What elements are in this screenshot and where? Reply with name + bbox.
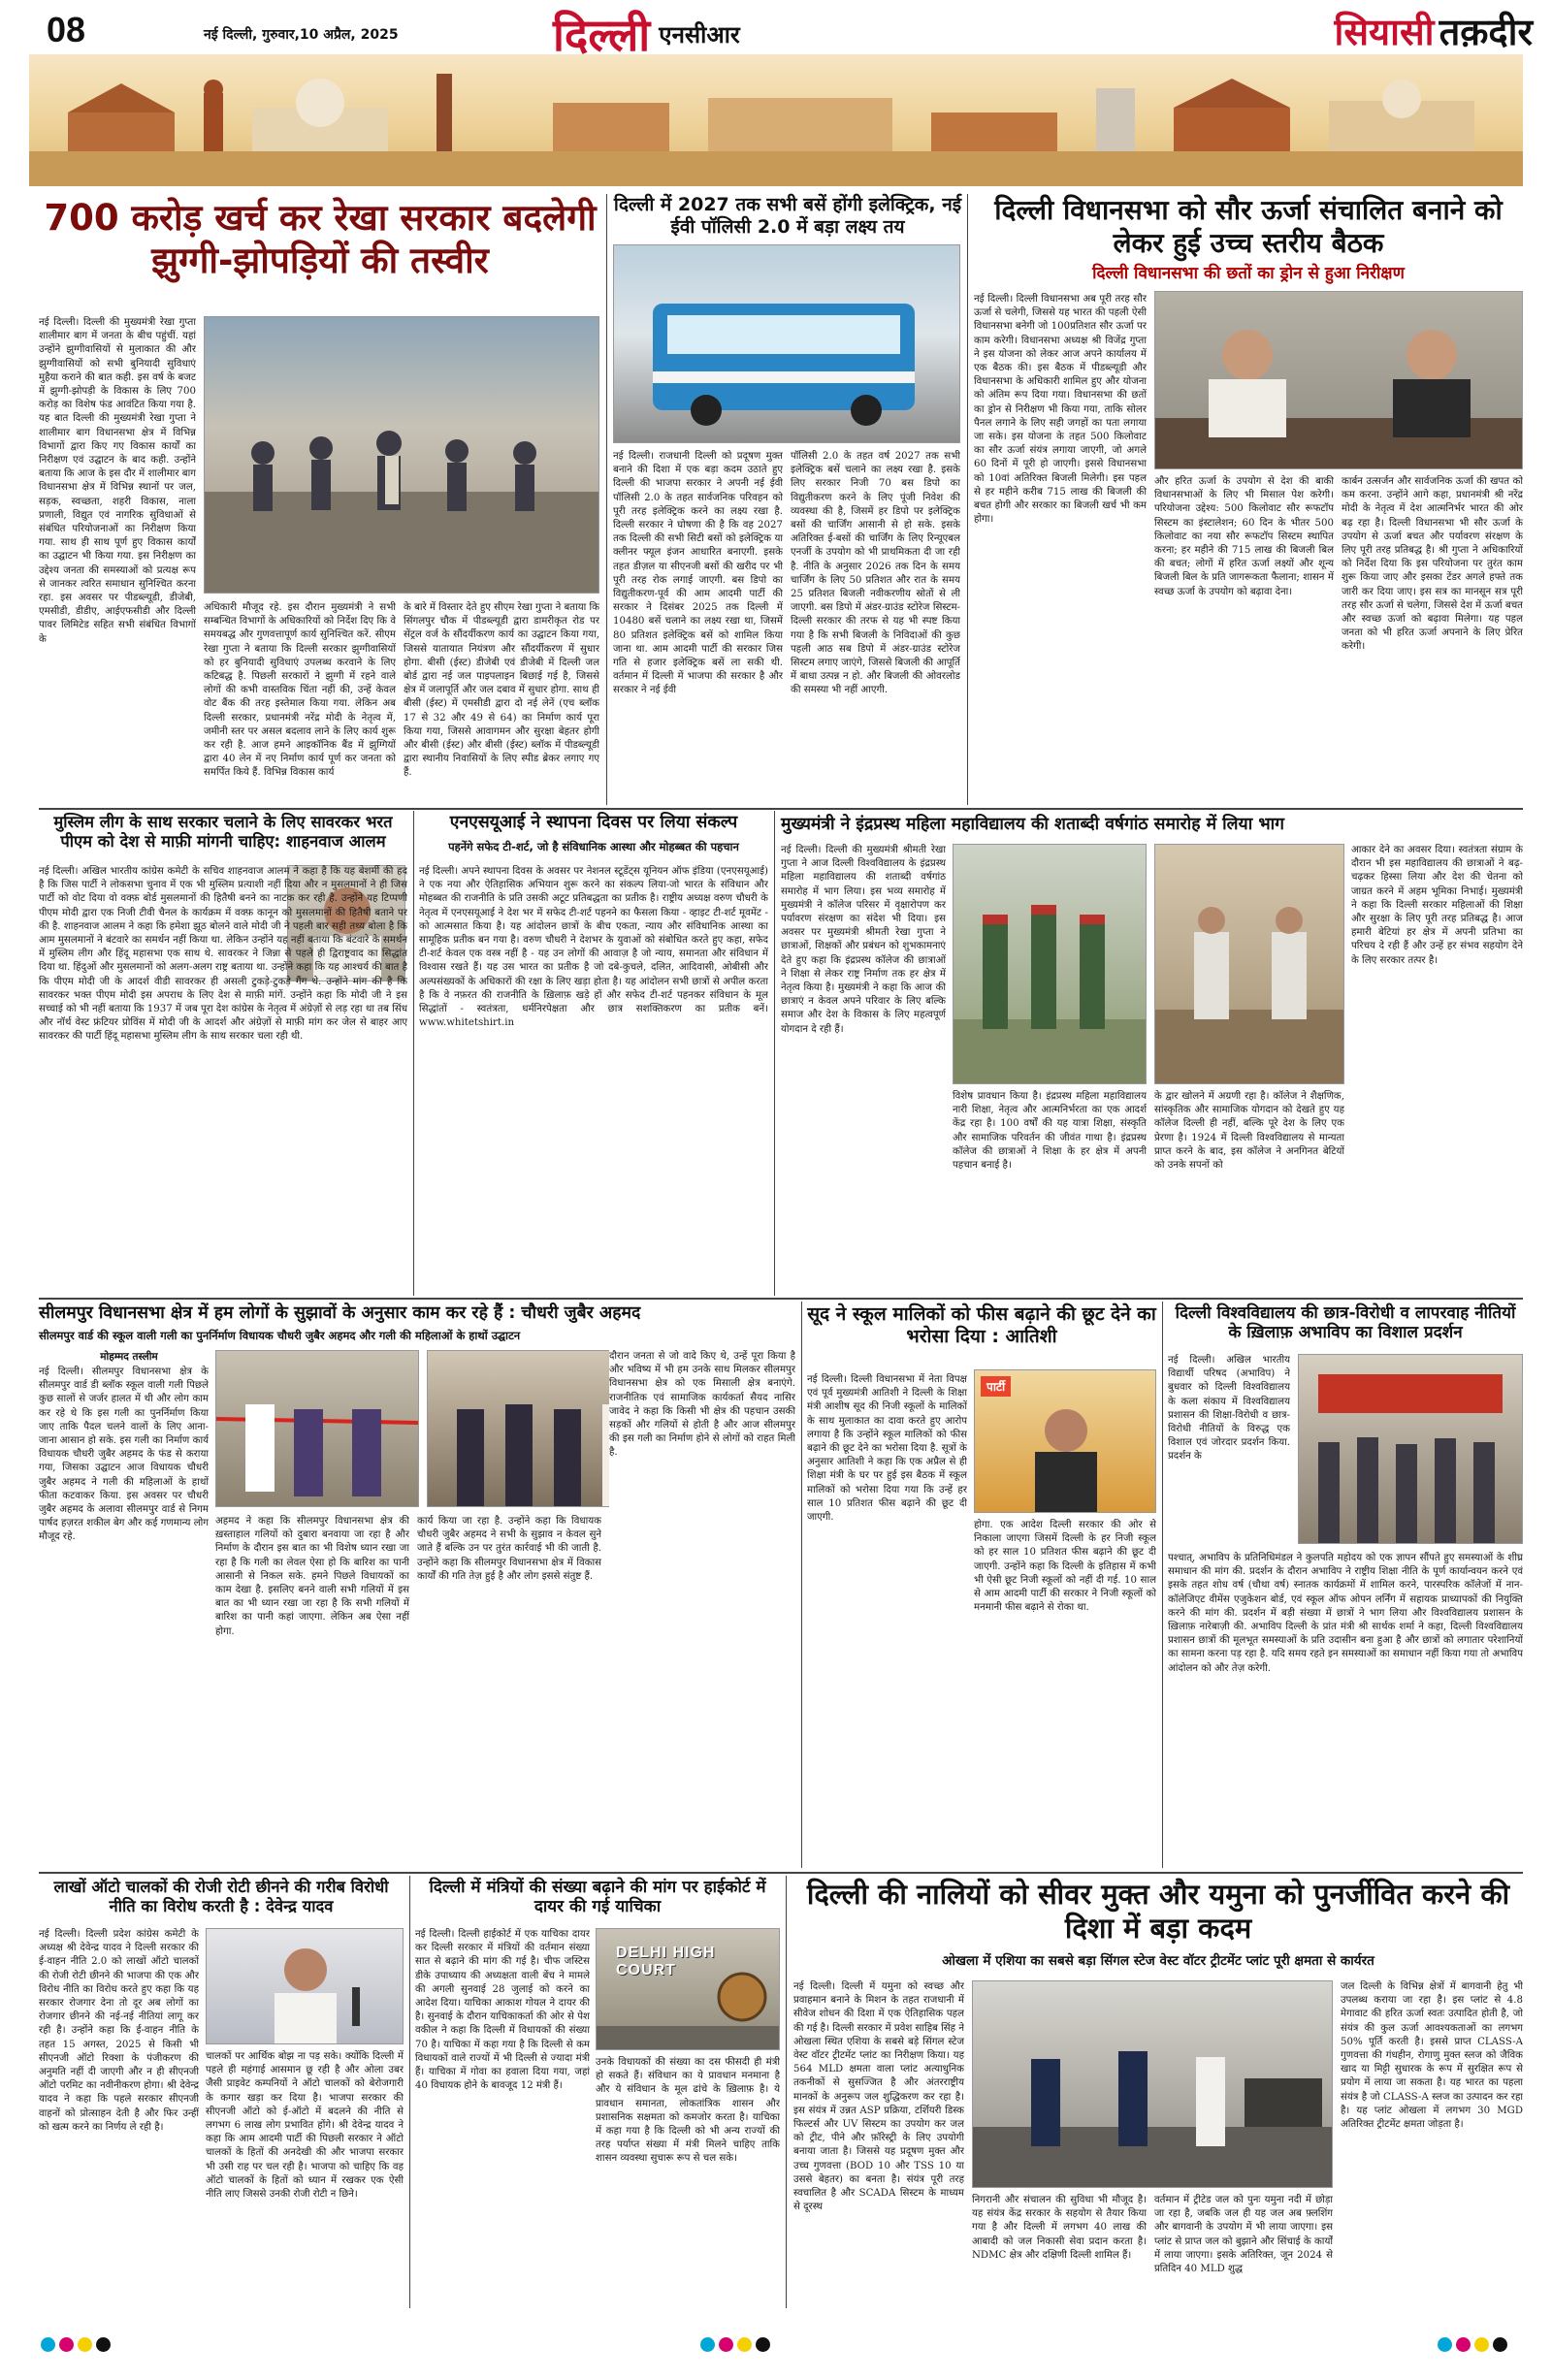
article10-body1: नई दिल्ली। दिल्ली प्रदेश कांग्रेस कमेटी के अध्यक्ष श्री देवेन्द्र यादव ने दिल्ली सरकार की ई-वाहन नीति 2.0 को लाखों ऑटो चालकों की रोजी रोटी छीनने की भाजपा की एक और विरोध नीति का विरोध करते हुए कहा कि यह सरकार रोजगार देना तो दूर अब लोगों का रोजगार छीनने की नई-नई नीतियां लागू कर रही है। उन्होंने कहा कि ई-वाहन नीति के तहत 15 अगस्त, 2025 से किसी भी सीएनजी ऑटो रिक्शा के पंजीकरण की अनुमति नहीं दी जाएगी और न ही सीएनजी ऑटो परमिट का नवीनीकरण होगा। श्री देवेन्द्र यादव ने कहा कि पहले सरकार सीएनजी वाहनों को प्रोत्साहन देती है और फिर उन्हीं को खत्म करने का निर्णय ले रही है। xyxy=(39,1929,199,2133)
divider xyxy=(774,811,775,1296)
article7-byline: मोहम्मद तस्लीम xyxy=(100,1351,158,1363)
article11-body1: नई दिल्ली। दिल्ली हाईकोर्ट में एक याचिका दायर कर दिल्ली सरकार में मंत्रियों की वर्तमान संख्या सात से बढ़ाने की मांग की गई है। चीफ जस्टिस डीके उपाध्याय की अध्यक्षता वाली बेंच ने मामले की अगली सुनवाई 28 जुलाई को करने का आदेश दिया। याचिका आकाश गोयल ने दायर की है। सुनवाई के दौरान याचिकाकर्ता की ओर से पेश वकील ने कहा कि दिल्ली में विधायकों की संख्या 70 है। याचिका में कहा गया है कि दिल्ली से कम विधायकों वाले राज्यों में भी दिल्ली से ज्यादा मंत्री हैं। याचिका में गोवा का हवाला दिया गया, जहां 40 विधायक होने के बावजूद 12 मंत्री हैं। xyxy=(415,1929,590,2092)
article9-body2: पश्चात्, अभाविप के प्रतिनिधिमंडल ने कुलपति महोदय को एक ज्ञापन सौंपते हुए समस्याओं के शीघ्र समाधान की मांग की. प्रदर्शन के दौरान अभाविप ने राष्ट्रीय शिक्षा नीति के पूर्ण कार्यान्वयन करने एवं इसके तहत शोध वर्ष (चौथा वर्ष) स्नातक कार्यक्रमों में शामिल करने, पारस्परिक कॉलेजों में नान-कॉलेजिएट वीमेंस एजुकेशन बोर्ड, एवं स्कूल ऑफ ओपन लर्निंग में सहायक प्राध्यापकों की नियुक्ति करने की मांग की. प्रदर्शन में बड़ी संख्या में छात्रों ने भाग लिया और विश्वविद्यालय प्रशासन के ख़िलाफ़ नारेबाज़ी की. अभाविप दिल्ली के प्रांत मंत्री श्री सार्थक शर्मा ने कहा, दिल्ली विश्वविद्यालय प्रशासन छात्रों की मूलभूत समस्याओं के प्रति उदासीन बना हुआ है और छात्रों को लगातार परेशानियों का सामना करना पड़ रहा है. यदि समय रहते इन समस्याओं का समाधान नहीं किया गया तो अभाविप आंदोलन को और तेज़ करेगी. xyxy=(1168,1553,1523,1674)
article1-headline: 700 करोड़ खर्च कर रेखा सरकार बदलेगी झुग्गी-झोपड़ियों की तस्वीर xyxy=(44,197,597,281)
divider xyxy=(39,808,1523,810)
article11-photo-high-court xyxy=(596,1928,780,2050)
article9-headline: दिल्ली विश्वविद्यालय की छात्र-विरोधी व लापरवाह नीतियों के ख़िलाफ़ अभाविप का विशाल प्रदर्शन xyxy=(1175,1303,1516,1343)
article12-body4: जल दिल्ली के विभिन्न क्षेत्रों में बागवानी हेतु भी उपलब्ध कराया जा रहा है। इस प्लांट से 4.8 मेगावाट की हरित ऊर्जा स्वतः उत्पादित होती है, जो संयंत्र की कुल ऊर्जा आवश्यकताओं का लगभग 50% पूर्ति करती है। इससे प्राप्त CLASS-A गुणवत्ता की गंधहीन, रोगाणु मुक्त स्लज को जैविक खाद या मिट्टी सुधारक के रूप में सुरक्षित रूप से प्रयोग में लाया जा सकता है। यह भारत का पहला संयंत्र है जो CLASS-A स्लज का उत्पादन कर रहा है। यह प्लांट ओखला में लगभग 30 MGD अतिरिक्त ट्रीटमेंट क्षमता जोड़ता है। xyxy=(1341,1981,1523,2131)
article7-body3: कार्य किया जा रहा है. उन्होंने कहा कि विधायक चौधरी जुबैर अहमद ने सभी के सुझाव न केवल सुने जाते हैं बल्कि उन पर तुरंत कार्रवाई भी की जाती है. उन्होंने कहा कि सीलमपुर विधानसभा क्षेत्र में विकास कार्यों की गति तेज़ हुई है और लोग इससे संतुष्ट हैं. xyxy=(417,1516,601,1582)
article12-body3: वर्तमान में ट्रीटेड जल को पुनः यमुना नदी में छोड़ा जा रहा है, जबकि जल ही यह जल अब फ़्लशिंग और बागवानी के उपयोग में भी लाया जाएगा। इस प्लांट से प्राप्त जल को बुझाने और सिंचाई के कार्यों में लाया जाएगा। इसके अतिरिक्त, जून 2024 से प्रतिदिन 40 MLD शुद्ध xyxy=(1154,2195,1333,2275)
article2-photo-electric-bus xyxy=(613,244,960,443)
article12-photo-plant-visit xyxy=(972,1980,1333,2188)
article1-body3: के बारे में विस्तार देते हुए सीएम रेखा गुप्ता ने बताया कि सिंगलपुर चौक में पीडब्ल्यूडी द्वारा डामरीकृत रोड पर सेंट्रल वर्ज के सौंदर्यीकरण कार्य का उद्घाटन किया गया, जिससे यातायात नियंत्रण और सौंदर्यीकरण में सुधार होगा. बीसी (ईस्ट) डीजेबी एवं डीजेबी में दिल्ली जल बोर्ड द्वारा नई जल पाइपलाइन बिछाई गई है, जिससे क्षेत्र में जलापूर्ति और जल दबाव में सुधार होगा. साथ ही बीसी (ईस्ट) में एमसीडी द्वारा दो नई लेनें (एच ब्लॉक 17 से 32 और 49 से 64) का निर्माण कार्य पूरा किया गया, जिससे आवागमन और सुरक्षा बेहतर होगी और बीसी (ईस्ट) और बीसी (ईस्ट) ब्लॉक में पीडब्ल्यूडी द्वारा स्थानीय निवासियों के लिए स्पीड ब्रेकर लगाए गए हैं. xyxy=(404,602,599,779)
divider xyxy=(409,1876,410,2308)
registration-marks-center xyxy=(698,2337,772,2356)
article5-body1: नई दिल्ली। अपने स्थापना दिवस के अवसर पर नेशनल स्टूडेंट्स यूनियन ऑफ इंडिया (एनएसयूआई) ने एक नया और ऐतिहासिक अभियान शुरू करने का संकल्प लिया-जो भारत के संविधान और मोहब्बत की राजनीति के प्रति उसकी अटूट प्रतिबद्धता का प्रतीक है। राष्ट्रीय अध्यक्ष वरुण चौधरी के नेतृत्व में एनएसयूआई ने देश भर में सफेद टी-शर्ट पहनने का फैसला किया - व्हाइट टी-शर्ट मूवमेंट - को आत्मसात किया है। यह आंदोलन छात्रों के बीच एकता, न्याय और संविधानिक आस्था का सामूहिक प्रतीक बन गया है। वरुण चौधरी ने देशभर के युवाओं को संबोधित करते हुए कहा, सफेद टी-शर्ट केवल एक वस्त्र नहीं है - यह उन लोगों की आवाज़ है जो न्याय, समानता और संविधान में विश्वास रखते हैं। यह उस भारत का प्रतीक है जो दबे-कुचले, दलित, आदिवासी, ओबीसी और अल्पसंख्यकों के अधिकारों की रक्षा के लिए खड़ा होता है। यह आंदोलन सभी छात्रों से अपील करता है कि वे नफ़रत की राजनीति के ख़िलाफ़ खड़े हों और सफेद टी-शर्ट पहनकर संविधान के मूल सिद्धांतों - स्वतंत्रता, धर्मनिरपेक्षता और छात्र सशक्तिकरण का प्रतीक बनें। www.whitetshirt.in xyxy=(419,866,768,1029)
article7-headline: सीलमपुर विधानसभा क्षेत्र में हम लोगों के सुझावों के अनुसार काम कर रहे हैं : चौधरी जुबैर अहमद xyxy=(39,1303,641,1323)
article5-subhead: पहनेंगे सफेद टी-शर्ट, जो है संविधानिक आस्था और मोहब्बत की पहचान xyxy=(448,840,739,853)
article12-body1: नई दिल्ली। दिल्ली में यमुना को स्वच्छ और प्रवाहमान बनाने के मिशन के तहत राजधानी में सीवेज शोधन की दिशा में एक ऐतिहासिक पहल की गई है। दिल्ली सरकार में प्रवेश साहिब सिंह ने ओखला स्थित एशिया के सबसे बड़े सिंगल स्टेज वेस्ट वॉटर ट्रीटमेंट प्लांट का निरीक्षण किया। यह 564 MLD क्षमता वाला प्लांट अत्याधुनिक तकनीकों से सुसज्जित है और अंतरराष्ट्रीय मानकों के अनुरूप जल शुद्धिकरण कर रहा है। इस संयंत्र में उन्नत ASP प्रक्रिया, टर्शियरी डिस्क फिल्टर्स और UV सिस्टम का उपयोग कर जल को ट्रीट, पीने और फ़ॉरेस्ट्री के लिए उपयोगी बनाया जाता है। जिससे यह प्रदूषण मुक्त और उच्च गुणवत्ता (BOD 10 और TSS 10 या उससे बेहतर) का बनता है। संयंत्र पूरी तरह स्वचालित है और SCADA सिस्टम के माध्यम से दूरस्थ xyxy=(793,1981,964,2213)
registration-marks-left xyxy=(39,2337,113,2356)
article12-subhead: ओखला में एशिया का सबसे बड़ा सिंगल स्टेज वेस्ट वॉटर ट्रीटमेंट प्लांट पूरी क्षमता से कार्यरत xyxy=(942,1953,1374,1969)
divider xyxy=(967,194,968,805)
article12-headline: दिल्ली की नालियों को सीवर मुक्त और यमुना को पुनर्जीवित करने की दिशा में बड़ा कदम xyxy=(806,1878,1510,1945)
section-title-part2: तक़दीर xyxy=(1439,11,1533,53)
article2-headline: दिल्ली में 2027 तक सभी बसें होंगी इलेक्ट्रिक, नई ईवी पॉलिसी 2.0 में बड़ा लक्ष्य तय xyxy=(613,194,962,238)
article8-body2: होगा. एक आदेश दिल्ली सरकार की ओर से निकाला जाएगा जिसमें दिल्ली के हर निजी स्कूल को हर साल 10 प्रतिशत फीस बढ़ाने की छूट दी जाएगी. उन्होंने कहा कि दिल्ली के इतिहास में कभी भी ऐसी छूट निजी स्कूलों को नहीं दी गई. 10 साल से आम आदमी पार्टी की सरकार ने निजी स्कूलों को मनमानी फीस बढ़ाने से रोका था. xyxy=(974,1520,1156,1614)
brand-main: दिल्ली xyxy=(553,9,651,61)
divider xyxy=(786,1876,787,2308)
article5-headline: एनएसयूआई ने स्थापना दिवस पर लिया संकल्प xyxy=(449,813,738,832)
article6-photo-ceremony xyxy=(1154,844,1344,1084)
masthead xyxy=(0,0,1552,190)
article1-body2: अधिकारी मौजूद रहे. इस दौरान मुख्यमंत्री ने सभी सम्बन्धित विभागों के अधिकारियों को निर्देश दिए कि वे समयबद्ध और गुणवत्तापूर्ण कार्य सुनिश्चित करें. सीएम रेखा गुप्ता ने बताया कि दिल्ली सरकार झुग्गीवासियों को हर बुनियादी सुविधाएं उपलब्ध करवाने के लिए कटिबद्ध है. पिछली सरकारों ने झुग्गी में रहने वाले लोगों की कभी वास्तविक चिंता नहीं की, उन्हें केवल वोट बैंक की तरह इस्तेमाल किया गया. लेकिन अब दिल्ली सरकार, प्रधानमंत्री नरेंद्र मोदी के नेतृत्व में, जमीनी स्तर पर असल बदलाव लाने के लिए कार्य शुरू कर रही है. आज हमने आइकॉनिक बैंड में झुग्गियों द्वारा 40 लेन में नए निर्माण कार्य पूर्ण कर जनता को समर्पित किये हैं. विभिन्न विकास कार्य xyxy=(204,602,396,779)
article7-photo-ribbon-cutting xyxy=(215,1350,419,1507)
article1-body1: नई दिल्ली। दिल्ली की मुख्यमंत्री रेखा गुप्ता शालीमार बाग में जनता के बीच पहुंचीं. यहां उन्होंने झुग्गीवासियों से मुलाकात की और झुग्गीवासियों को सभी बुनियादी सुविधाएं मुहैया कराने की बात कही. इस वर्ष के बजट में झुग्गी-झोपड़ी के विकास के लिए 700 करोड़ का विशेष फंड आवंटित किया गया है. यह बात दिल्ली की मुख्यमंत्री रेखा गुप्ता ने शालीमार बाग विधानसभा क्षेत्र में विभिन्न विभागों द्वारा किए गए विकास कार्यों का निरीक्षण एवं उद्घाटन के बाद कही. उन्होंने बताया कि आज के इस दौर में शालीमार बाग विधानसभा क्षेत्र में विभिन्न स्थानों पर जल, सड़क, स्वच्छता, शहरी विकास, नाला प्रणाली, विद्युत एवं नागरिक सुविधाओं से संबंधित परियोजनाओं का निरीक्षण किया गया. साथ ही साथ पूर्ण हुए विकास कार्यों का उद्घाटन भी किया गया. इस निरीक्षण का उद्देश्य जनता की समस्याओं को प्रत्यक्ष रूप से जानकर त्वरित समाधान सुनिश्चित करना रहा. इस अवसर पर पीडब्ल्यूडी, डीजेबी, एमसीडी, डीडीए, आईएफसीडी और दिल्ली पावर लिमिटेड सहित सभी संबंधित विभागों के xyxy=(39,317,196,645)
court-sign: DELHI HIGH COURT xyxy=(616,1945,716,1978)
article8-body1: नई दिल्ली। दिल्ली विधानसभा में नेता विपक्ष एवं पूर्व मुख्यमंत्री आतिशी ने दिल्ली के शिक्षा मंत्री आशीष सूद की निजी स्कूलों के मालिकों के साथ मुलाकात का दावा करते हुए आरोप लगाया है कि उन्होंने स्कूल मालिकों को फीस बढ़ाने की छूट देने का भरोसा दिया है. सूत्रों के अनुसार आतिशी ने कहा कि एक अप्रैल से ही शिक्षा मंत्री के घर पर हुई इस बैठक में स्कूल मालिकों को भरोसा दिया गया कि उन्हें हर साल 10 प्रतिशत फीस बढ़ाने की छूट दी जाएगी. xyxy=(807,1374,967,1524)
article3-body3: कार्बन उत्सर्जन और सार्वजनिक ऊर्जा की खपत को कम करना. उन्होंने आगे कहा, प्रधानमंत्री श्री नरेंद्र मोदी के नेतृत्व में देश आत्मनिर्भर भारत की ओर बढ़ रहा है। दिल्ली विधानसभा भी सौर ऊर्जा के उपयोग से ऊर्जा बचत और पर्यावरण संरक्षण के लिए पूरी तरह प्रतिबद्ध है। श्री गुप्ता ने अधिकारियों को निर्देश दिया कि इस परियोजना पर तुरंत काम शुरू किया जाए और इसका टेंडर अगले हफ्ते तक जारी कर दिया जाए। इस सत्र का मानसून सत्र पूरी तरह सौर ऊर्जा से चलेगा, जिससे देश में ऊर्जा बचत और स्वच्छ ऊर्जा को बढ़ावा मिलेगा। यह पहल जनता को भी हरित ऊर्जा अपनाने के लिए प्रेरित करेगी। xyxy=(1342,476,1523,653)
article10-body2: चालकों पर आर्थिक बोझ ना पड़ सके। क्योंकि दिल्ली में पहले ही महंगाई आसमान छू रही है और ओला उबर जैसी प्राइवेट कम्पनियों ने ऑटो चालकों को बेरोजगारी के कगार खड़ा कर दिया है। भाजपा सरकार की सीएनजी ऑटो को ई-ऑटो में बदलने की नीति से लगभग 6 लाख लोग प्रभावित होंगे। श्री देवेन्द्र यादव ने कहा कि आम आदमी पार्टी की पिछली सरकार ने ऑटो चालकों के हितों की अनदेखी की और भाजपा सरकार भी उसी राह पर चल रही है। भाजपा को चाहिए कि वह ऑटो चालकों के हितों को ध्यान में रखकर एक ऐसी नीति लाए जिससे उनकी रोजी रोटी न छिने। xyxy=(206,2051,404,2201)
article11-body2: उनके विधायकों की संख्या का दस फीसदी ही मंत्री हो सकते हैं। संविधान का ये प्रावधान मनमाना है और ये संविधान के मूल ढांचे के ख़िलाफ़ है। ये प्रावधान समानता, लोकतांत्रिक शासन और प्रशासनिक सक्षमता को कमजोर करता है। याचिका में कहा गया है कि दिल्ली को भी अन्य राज्यों की तरह पर्याप्त संख्या में मंत्री मिलने चाहिए ताकि शासन व्यवस्था सुचारू रूप से चल सके। xyxy=(596,2057,780,2165)
party-poster-text: पार्टी xyxy=(981,1376,1011,1397)
article6-body4: आकार देने का अवसर दिया। स्वतंत्रता संग्राम के दौरान भी इस महाविद्यालय की छात्राओं ने बढ़-चढ़कर हिस्सा लिया और देश की चेतना को जाग्रत करने में अहम भूमिका निभाई। मुख्यमंत्री ने कहा कि दिल्ली सरकार महिलाओं की शिक्षा और सुरक्षा के लिए पूरी तरह प्रतिबद्ध है। आज हमारी बेटियां हर क्षेत्र में अपनी प्रतिभा का परिचय दे रही हैं और उन्हें हर संभव सहयोग देने के लिए सरकार तत्पर है। xyxy=(1351,845,1523,966)
article3-body1: नई दिल्ली। दिल्ली विधानसभा अब पूरी तरह सौर ऊर्जा से चलेगी, जिससे यह भारत की पहली ऐसी विधानसभा बनेगी जो 100प्रतिशत सौर ऊर्जा पर काम करेगी। विधानसभा अध्यक्ष श्री विजेंद्र गुप्ता ने इस योजना को लेकर आज अपने कार्यालय में एक बैठक की। इस बैठक में पीडब्ल्यूडी और विधानसभा के अधिकारी शामिल हुए और योजना को अंतिम रूप दिया गया। विधानसभा की छतों का ड्रोन से निरीक्षण भी किया गया, ताकि सोलर पैनल लगाने के लिए सही जगहों का पता लगाया जा सके। इस योजना के तहत 500 किलोवाट का सौर ऊर्जा संयंत्र लगाया जाएगी, जो अगले 60 दिनों में पूरी हो जाएगी। इससे विधानसभा को 10वां अतिरिक्त बिजली मिलेगी। इस पहल से हर महीने करीब 715 लाख की बिजली की बचत होगी और सरकार का बिजली खर्च भी कम होगा। xyxy=(974,294,1147,526)
article7-body2: अहमद ने कहा कि सीलमपुर विधानसभा क्षेत्र की ख़स्ताहाल गलियों को दुबारा बनवाया जा रहा है और निर्माण के दौरान इस बात का भी विशेष ध्यान रखा जा रहा है कि गली का लेवल ऐसा हो कि बारिश का पानी आसानी से निकल सके. हमने पिछले विधायकों का काम देखा है. इसलिए बनने वाली सभी गलियों में इस बात का भी ध्यान रखा जा रहा है कि सभी गलियों में बारिश का पानी कहां जाएगा. लेकिन अब ऐसा नहीं होगा. xyxy=(215,1516,409,1637)
article4-headline: मुस्लिम लीग के साथ सरकार चलाने के लिए सावरकर भरत पीएम को देश से माफ़ी मांगनी चाहिए: शाहनवाज आलम xyxy=(53,813,393,851)
article1-photo xyxy=(204,316,599,594)
article6-photo-cadets xyxy=(953,844,1147,1084)
article8-headline: सूद ने स्कूल मालिकों को फीस बढ़ाने की छूट देने का भरोसा दिया : आतिशी xyxy=(807,1303,1156,1347)
article7-body4: दौरान जनता से जो वादे किए थे, उन्हें पूरा किया है और भविष्य में भी हम उनके साथ मिलकर सीलमपुर विधानसभा क्षेत्र को एक मिसाली क्षेत्र बनाएंगे. राजनीतिक एवं सामाजिक कार्यकर्ता सैयद नासिर जावेद ने कहा कि किसी भी क्षेत्र की पहचान उसकी सड़कों और गलियों से होती है और आज सीलमपुर की इस गली का निर्माण होने से लोगों को राहत मिली है. xyxy=(609,1350,795,1866)
article6-headline: मुख्यमंत्री ने इंद्रप्रस्थ महिला महाविद्यालय की शताब्दी वर्षगांठ समारोह में लिया भाग xyxy=(781,815,1285,834)
article10-headline: लाखों ऑटो चालकों की रोजी रोटी छीनने की गरीब विरोधी नीति का विरोध करती है : देवेन्द्र यादव xyxy=(53,1878,389,1915)
article3-photo-meeting xyxy=(1154,291,1523,469)
article3-headline: दिल्ली विधानसभा को सौर ऊर्जा संचालित बनाने को लेकर हुई उच्च स्तरीय बैठक xyxy=(994,194,1503,259)
page-number: 08 xyxy=(47,10,86,49)
divider xyxy=(1162,1302,1163,1868)
article9-photo-protest xyxy=(1298,1354,1523,1544)
article3-subhead: दिल्ली विधानसभा की छतों का ड्रोन से हुआ निरीक्षण xyxy=(1092,264,1405,283)
divider xyxy=(39,1298,1523,1300)
divider xyxy=(606,194,607,805)
divider xyxy=(39,1872,1523,1874)
article9-body1: नई दिल्ली। अखिल भारतीय विद्यार्थी परिषद (अभाविप) ने बुधवार को दिल्ली विश्वविद्यालय के कला संकाय में विश्वविद्यालय प्रशासन की शिक्षा-विरोधी व छात्र-विरोधी नीतियों के विरुद्ध एक विशाल एवं जोरदार प्रदर्शन किया. प्रदर्शन के xyxy=(1168,1355,1290,1463)
article7-body1: नई दिल्ली। सीलमपुर विधानसभा क्षेत्र के सीलमपुर वार्ड डी ब्लॉक स्कूल वाली गली पिछले कुछ सालों से जर्जर हालत में थी और लोग काम कर रहे थे कि इस गली का पुनर्निर्माण किया जाए ताकि पैदल चलने वालों के लिए आना-जाना आसान हो सके. इस गली का निर्माण कार्य विधायक चौधरी जुबैर अहमद के फंड से कराया गया, जिसका उद्घाटन आज विधायक चौधरी जुबैर अहमद ने गली की महिलाओं के हाथों फीता कटवाकर किया. इस अवसर पर चौधरी जुबैर अहमद के अलावा सीलमपुर वार्ड से निगम पार्षद हज़रत शकील बेग और कई गणमान्य लोग मौजूद रहे. xyxy=(39,1367,209,1543)
section-title-part1: सियासी xyxy=(1334,11,1435,53)
divider xyxy=(413,811,414,1296)
registration-marks-right xyxy=(1436,2337,1509,2356)
article3-body2: और हरित ऊर्जा के उपयोग से देश की बाकी विधानसभाओं के लिए भी मिसाल पेश करेगी। परियोजना उद्देश्य: 500 किलोवाट सौर रूफटॉप सिस्टम का इंस्टालेशन; 60 दिन के भीतर 500 किलोवाट का नया सौर रूफटॉप सिस्टम स्थापित करना; हर महीने की 715 लाख की बिजली बिल की बचत; लोगों में हरित ऊर्जा लक्ष्यों और शून्य बिजली बिल के प्रति जागरूकता फैलाना; शासन में स्वच्छ ऊर्जा के उपयोग को बढ़ावा देना। xyxy=(1154,476,1334,597)
article2-body2: पॉलिसी 2.0 के तहत वर्ष 2027 तक सभी इलेक्ट्रिक बसें चलाने का लक्ष्य रखा है. इसके लिए सरकार निजी 70 बस डिपो का विद्युतीकरण करने के लिए पूंजी निवेश की व्यवस्था की है, जिसमें हर डिपो पर इलेक्ट्रिक बसों की चार्जिंग आसानी से हो सके. इसके अतिरिक्त ई-बसों की चार्जिंग के लिए रिन्यूएबल एनर्जी के उपयोग को भी प्राथमिकता दी जा रही है. नीति के अनुसार 2026 तक दिन के समय चार्जिंग के लिए 50 प्रतिशत और रात के समय 25 प्रतिशत बिजली नवीकरणीय स्रोतों से ली जाएगी. बस डिपो में अंडर-ग्राउंड स्टोरेज सिस्टम- दिल्ली सरकार की तरफ से यह भी स्पष्ट किया गया है कि सभी बिजली के निविदाओं की कुछ पहली आठ सब डिपो में अंडर-ग्राउंड स्टोरेज सिस्टम लगाए जाएंगे, जिससे बिजली की आपूर्ति में बाधा उत्पन्न न हो. और बिजली की ओवरलोड की समस्या भी नहीं आएगी. xyxy=(791,451,960,696)
article6-body3: के द्वार खोलने में अग्रणी रहा है। कॉलेज ने शैक्षणिक, सांस्कृतिक और सामाजिक योगदान को देखते हुए यह कॉलेज दिल्ली ही नहीं, बल्कि पूरे देश के लिए एक प्रेरणा है। 1924 में दिल्ली विश्वविद्यालय से मान्यता प्राप्त करने के बाद, इस कॉलेज ने अनगिनत बेटियों को उनके सपनों को xyxy=(1154,1091,1344,1172)
article6-body2: विशेष प्रावधान किया है। इंद्रप्रस्थ महिला महाविद्यालय नारी शिक्षा, नेतृत्व और आत्मनिर्भरता का एक आदर्श केंद्र रहा है। 100 वर्षों की यह यात्रा शिक्षा, संस्कृति और सामाजिक परिवर्तन की जीवंत गाथा है। इंद्रप्रस्थ कॉलेज की छात्राओं ने शिक्षा के हर क्षेत्र में अपनी पहचान बनाई है। xyxy=(953,1091,1147,1172)
article12-body2: निगरानी और संचालन की सुविधा भी मौजूद है। यह संयंत्र केंद्र सरकार के सहयोग से तैयार किया गया है और दिल्ली में लगभग 40 लाख की आबादी को जल निकासी सेवा प्रदान करता है। NDMC क्षेत्र और दक्षिणी दिल्ली शामिल हैं। xyxy=(972,2195,1147,2261)
brand-sub: एनसीआर xyxy=(659,20,740,48)
article4-body1: नई दिल्ली। अखिल भारतीय कांग्रेस कमेटी के सचिव शाहनवाज आलम ने कहा है कि यह बेशर्मी की हद है कि जिस पार्टी ने लोकसभा चुनाव में एक भी मुस्लिम प्रत्याशी नहीं दिया और न मुसलमानों ने ही जिस पार्टी को वोट दिया वो वक्फ़ बोर्ड मुसलमानों की हितैषी बनने का नाटक कर रही है. उन्होंने यह टिप्पणी पीएम मोदी द्वारा एक निजी टीवी चैनल के कार्यक्रम में वक्फ़ कानून को मुसलमानों की हितैषी बताने पर की है. शाहनवाज आलम ने कहा कि हमेशा झूठ बोलने वाले मोदी जी ने पहली बार सही तथ्य बोला है कि आम मुसलमानों ने बंटवारे का समर्थन नहीं किया था. लेकिन उन्होंने यह नहीं बताया कि बंटवारे के समर्थन में मुस्लिम लीग और हिंदू महासभा एक साथ थे. सावरकर ने जिन्ना से पहले ही द्विराष्ट्रवाद का सिद्धांत दिया था. हिंदुओं और मुसलमानों को अलग-अलग राष्ट्र बताया था. उन्होंने कहा कि यह आश्चर्य की बात है कि पीएम मोदी जी के आदर्श वीडी सावरकर ही असली टुकड़े-टुकड़े गैंग थे. उन्होंने मांग की है कि सावरकर भक्त पीएम मोदी इस अपराध के लिए देश से माफ़ी मांगें. उन्होंने कहा कि मोदी जी ने इस सच्चाई को भी नहीं बताया कि 1937 में जब पूरा देश कांग्रेस के नेतृत्व में अंग्रेज़ों से लड़ रहा था तब सिंध और नॉर्थ वेस्ट फ्रंटियर प्रोविंस में मोदी जी के आदर्श और अंग्रेज़ों से माफ़ी मांग कर जेल से बाहर आए सावरकर की पार्टी हिंदू महासभा मुस्लिम लीग के साथ सरकार चला रही थी. xyxy=(39,866,407,1043)
article7-subhead: सीलमपुर वार्ड की स्कूल वाली गली का पुनर्निर्माण विधायक चौधरी जुबैर अहमद और गली की महिलाओं के हाथों उद्घाटन xyxy=(39,1329,521,1342)
article6-body1: नई दिल्ली। दिल्ली की मुख्यमंत्री श्रीमती रेखा गुप्ता ने आज दिल्ली विश्वविद्यालय के इंद्रप्रस्थ महिला महाविद्यालय की शताब्दी वर्षगांठ समारोह में भाग लिया। इस भव्य समारोह में मुख्यमंत्री ने कॉलेज परिसर में वृक्षारोपण कर पर्यावरण संरक्षण का संदेश भी दिया। इस अवसर पर मुख्यमंत्री श्रीमती रेखा गुप्ता ने छात्राओं, शिक्षकों और प्रबंधन को शुभकामनाएं देते हुए कहा कि इंद्रप्रस्थ कॉलेज की छात्राओं ने शिक्षा से लेकर राष्ट्र निर्माण तक हर क्षेत्र में नेतृत्व किया है। मुख्यमंत्री ने कहा कि आज की छात्राएं न केवल अपने परिवार के लिए बल्कि समाज और देश के विकास के लिए महत्वपूर्ण योगदान दे रही हैं। xyxy=(781,845,946,1035)
article11-headline: दिल्ली में मंत्रियों की संख्या बढ़ाने की मांग पर हाईकोर्ट में दायर की गई याचिका xyxy=(429,1878,766,1917)
article10-photo-speaker xyxy=(206,1928,404,2044)
dateline: नई दिल्ली, गुरुवार,10 अप्रैल, 2025 xyxy=(204,27,399,43)
section-title xyxy=(1203,6,1533,56)
article2-body1: नई दिल्ली। राजधानी दिल्ली को प्रदूषण मुक्त बनाने की दिशा में एक बड़ा कदम उठाते हुए दिल्ली की भाजपा सरकार ने अपनी नई ईवी पॉलिसी 2.0 के तहत सार्वजनिक परिवहन को पूरी तरह इलेक्ट्रिक करने का लक्ष्य रखा है. दिल्ली सरकार ने घोषणा की है कि वह 2027 तक दिल्ली की सभी सिटी बसों को इलेक्ट्रिक या क्लीनर फ्यूल इंजन आधारित बनाएगी. इसके तहत डीज़ल या सीएनजी बसों की खरीद पर भी पूरी तरह रोक लगाई जाएगी. बस डिपो का विद्युतीकरण-पूर्व की आम आदमी पार्टी की सरकार ने दिसंबर 2025 तक दिल्ली में 10480 बसें चलाने का लक्ष्य रखा था, जिसमें 80 प्रतिशत इलेक्ट्रिक बसें को शामिल किया जाना था. आम आदमी पार्टी की सरकार जिस गति से हजार इलेक्ट्रिक बसें ला सकी थी. वर्तमान में दिल्ली में भाजपा की सरकार है और सरकार ने नई ईवी xyxy=(613,451,783,696)
divider xyxy=(801,1302,802,1868)
skyline-banner xyxy=(29,54,1523,186)
skyline-illustration xyxy=(29,54,1523,186)
brand-logo xyxy=(553,4,873,62)
article8-photo-atishi xyxy=(974,1369,1156,1513)
